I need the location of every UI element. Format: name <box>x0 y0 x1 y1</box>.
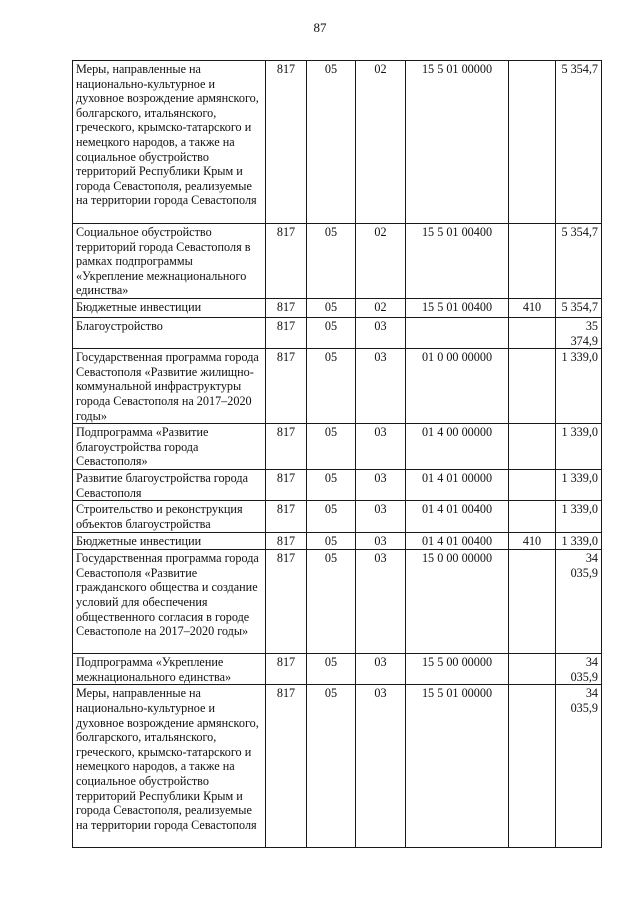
row-description: Развитие благоустройства города Севастополя <box>73 469 266 500</box>
amount: 1 339,0 <box>556 533 602 550</box>
expense-type-code <box>509 685 556 848</box>
expense-type-code <box>509 61 556 224</box>
amount: 1 339,0 <box>556 501 602 533</box>
section-code: 05 <box>307 299 356 318</box>
section-code: 05 <box>307 533 356 550</box>
target-article-code: 01 4 01 00400 <box>406 501 509 533</box>
row-description: Меры, направленные на национально-культурное и духовное возрождение армянского, болгарского, итальянского, греческого, крымско-татарского и немецкого народов, а также на социальное обустройство территорий Республики Крым и города Севастополя, реализуемые на территории города Севастополя <box>73 685 266 848</box>
subsection-code: 03 <box>356 349 406 424</box>
amount: 5 354,7 <box>556 224 602 299</box>
target-article-code: 15 5 01 00400 <box>406 299 509 318</box>
expense-type-code <box>509 349 556 424</box>
subsection-code: 03 <box>356 424 406 470</box>
section-code: 05 <box>307 550 356 654</box>
ministry-code: 817 <box>266 550 307 654</box>
amount: 5 354,7 <box>556 299 602 318</box>
ministry-code: 817 <box>266 424 307 470</box>
row-description: Строительство и реконструкция объектов благоустройства <box>73 501 266 533</box>
subsection-code: 03 <box>356 318 406 349</box>
table-row <box>73 349 602 424</box>
expense-type-code <box>509 224 556 299</box>
expense-type-code <box>509 654 556 685</box>
expense-type-code <box>509 469 556 500</box>
amount: 1 339,0 <box>556 349 602 424</box>
section-code: 05 <box>307 654 356 685</box>
table-row <box>73 685 602 848</box>
table-row <box>73 61 602 224</box>
section-code: 05 <box>307 424 356 470</box>
ministry-code: 817 <box>266 533 307 550</box>
target-article-code: 01 4 00 00000 <box>406 424 509 470</box>
expense-type-code: 410 <box>509 533 556 550</box>
table-row <box>73 224 602 299</box>
expense-type-code <box>509 550 556 654</box>
amount: 34 035,9 <box>556 654 602 685</box>
subsection-code: 02 <box>356 61 406 224</box>
row-description: Государственная программа города Севастополя «Развитие жилищно-коммунальной инфраструктуры города Севастополя на 2017–2020 годы» <box>73 349 266 424</box>
row-description: Социальное обустройство территорий города Севастополя в рамках подпрограммы «Укрепление межнационального единства» <box>73 224 266 299</box>
table-row <box>73 654 602 685</box>
row-description: Подпрограмма «Укрепление межнационального единства» <box>73 654 266 685</box>
subsection-code: 03 <box>356 685 406 848</box>
section-code: 05 <box>307 224 356 299</box>
amount: 5 354,7 <box>556 61 602 224</box>
budget-table <box>72 60 602 848</box>
subsection-code: 03 <box>356 654 406 685</box>
table-row <box>73 469 602 500</box>
expense-type-code <box>509 501 556 533</box>
row-description: Благоустройство <box>73 318 266 349</box>
amount: 1 339,0 <box>556 469 602 500</box>
target-article-code: 15 0 00 00000 <box>406 550 509 654</box>
section-code: 05 <box>307 501 356 533</box>
target-article-code: 15 5 01 00000 <box>406 685 509 848</box>
amount: 1 339,0 <box>556 424 602 470</box>
table-row <box>73 501 602 533</box>
expense-type-code <box>509 318 556 349</box>
subsection-code: 03 <box>356 533 406 550</box>
section-code: 05 <box>307 61 356 224</box>
ministry-code: 817 <box>266 61 307 224</box>
amount: 34 035,9 <box>556 685 602 848</box>
expense-type-code: 410 <box>509 299 556 318</box>
target-article-code: 15 5 01 00000 <box>406 61 509 224</box>
subsection-code: 03 <box>356 469 406 500</box>
table-row <box>73 318 602 349</box>
ministry-code: 817 <box>266 501 307 533</box>
row-description: Бюджетные инвестиции <box>73 299 266 318</box>
row-description: Меры, направленные на национально-культурное и духовное возрождение армянского, болгарского, итальянского, греческого, крымско-татарского и немецкого народов, а также на социальное обустройство территорий Республики Крым и города Севастополя, реализуемые на территории города Севастополя <box>73 61 266 224</box>
target-article-code: 15 5 00 00000 <box>406 654 509 685</box>
ministry-code: 817 <box>266 685 307 848</box>
ministry-code: 817 <box>266 469 307 500</box>
subsection-code: 03 <box>356 550 406 654</box>
row-description: Бюджетные инвестиции <box>73 533 266 550</box>
target-article-code: 15 5 01 00400 <box>406 224 509 299</box>
section-code: 05 <box>307 318 356 349</box>
table-row <box>73 533 602 550</box>
amount: 35 374,9 <box>556 318 602 349</box>
subsection-code: 03 <box>356 501 406 533</box>
table-row <box>73 299 602 318</box>
page-number: 87 <box>313 20 327 35</box>
section-code: 05 <box>307 349 356 424</box>
target-article-code: 01 0 00 00000 <box>406 349 509 424</box>
expense-type-code <box>509 424 556 470</box>
ministry-code: 817 <box>266 349 307 424</box>
target-article-code: 01 4 01 00000 <box>406 469 509 500</box>
target-article-code <box>406 318 509 349</box>
section-code: 05 <box>307 685 356 848</box>
ministry-code: 817 <box>266 299 307 318</box>
row-description: Подпрограмма «Развитие благоустройства города Севастополя» <box>73 424 266 470</box>
target-article-code: 01 4 01 00400 <box>406 533 509 550</box>
section-code: 05 <box>307 469 356 500</box>
table-row <box>73 550 602 654</box>
ministry-code: 817 <box>266 318 307 349</box>
subsection-code: 02 <box>356 299 406 318</box>
row-description: Государственная программа города Севастополя «Развитие гражданского общества и создание условий для обеспечения общественного согласия в городе Севастополе на 2017–2020 годы» <box>73 550 266 654</box>
amount: 34 035,9 <box>556 550 602 654</box>
ministry-code: 817 <box>266 654 307 685</box>
subsection-code: 02 <box>356 224 406 299</box>
table-row <box>73 424 602 470</box>
ministry-code: 817 <box>266 224 307 299</box>
